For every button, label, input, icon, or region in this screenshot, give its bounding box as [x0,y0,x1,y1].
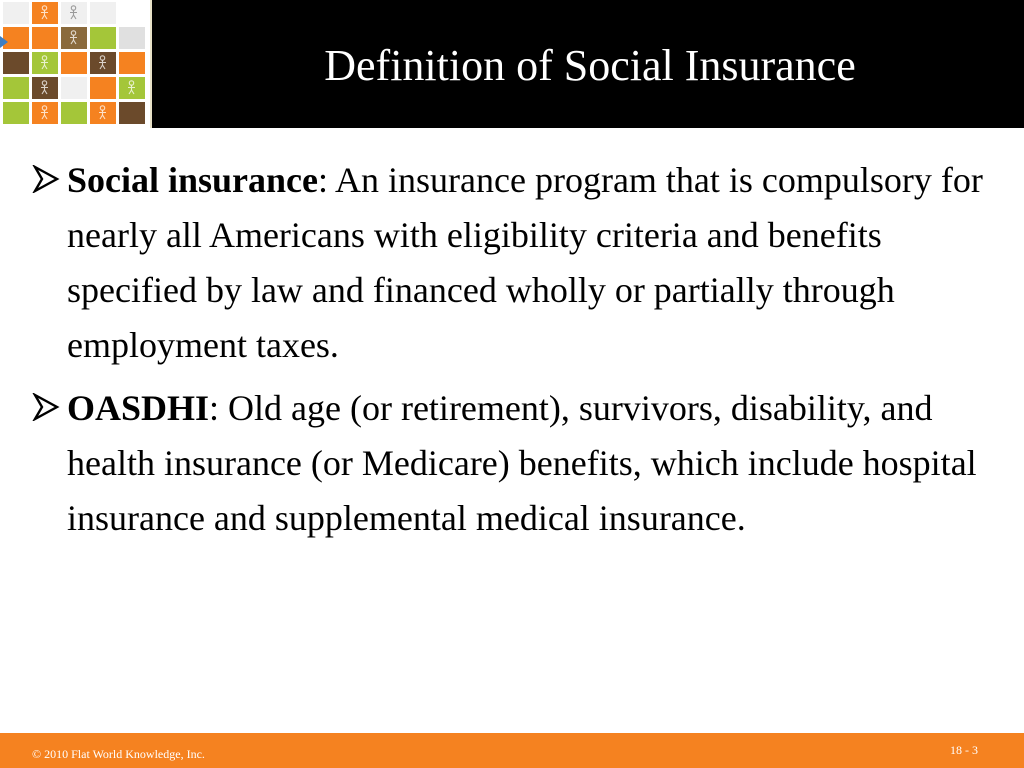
logo-tile [119,77,145,99]
logo-tile [3,2,29,24]
logo-tile [119,52,145,74]
logo-tile [32,2,58,24]
person-figure-icon [39,80,50,95]
arrow-bullet-icon [32,381,60,436]
logo-tile [90,27,116,49]
slide-footer [0,733,1024,768]
copyright-notice: © 2010 Flat World Knowledge, Inc. [32,747,205,761]
person-figure-icon [39,105,50,120]
bullet-item [26,153,986,373]
logo-tile [90,102,116,124]
logo-tile [61,77,87,99]
bullet-definition: : Old age (or retirement), survivors, disability, and health insurance (or Medicare) benefits, which include hospital insurance and supplemental medical insurance. [67,388,977,538]
slide-content [26,153,986,554]
person-figure-icon [126,80,137,95]
logo-tile [90,52,116,74]
slide-header [0,0,1024,128]
bullet-term: Social insurance [67,160,319,200]
slide-title: Definition of Social Insurance [324,41,856,90]
logo-tile [32,102,58,124]
logo-tile [32,52,58,74]
logo-tile [32,27,58,49]
person-figure-icon [97,105,108,120]
logo-tile [119,2,145,24]
bullet-item [26,381,986,546]
logo-tile [119,27,145,49]
logo-tile [61,2,87,24]
logo-tile [61,52,87,74]
person-figure-icon [68,5,79,20]
person-figure-icon [68,30,79,45]
logo-tile [90,2,116,24]
logo-tile [61,27,87,49]
bullet-definition: : An insurance program that is compulsory for nearly all Americans with eligibility criteria and benefits specified by law and financed wholly or partially through employment taxes. [67,160,983,365]
publisher-logo [0,0,152,128]
person-figure-icon [97,55,108,70]
logo-tile [119,102,145,124]
logo-tile [61,102,87,124]
bullet-term: OASDHI [67,388,210,428]
slide-number: 18 - 3 [950,743,978,757]
person-figure-icon [39,5,50,20]
arrow-bullet-icon [32,153,60,208]
logo-tile-grid [3,2,145,124]
person-figure-icon [39,55,50,70]
logo-tile [32,77,58,99]
logo-tile [90,77,116,99]
logo-tile [3,102,29,124]
logo-tile [3,77,29,99]
logo-tile [3,52,29,74]
logo-arrow-icon [0,36,8,48]
